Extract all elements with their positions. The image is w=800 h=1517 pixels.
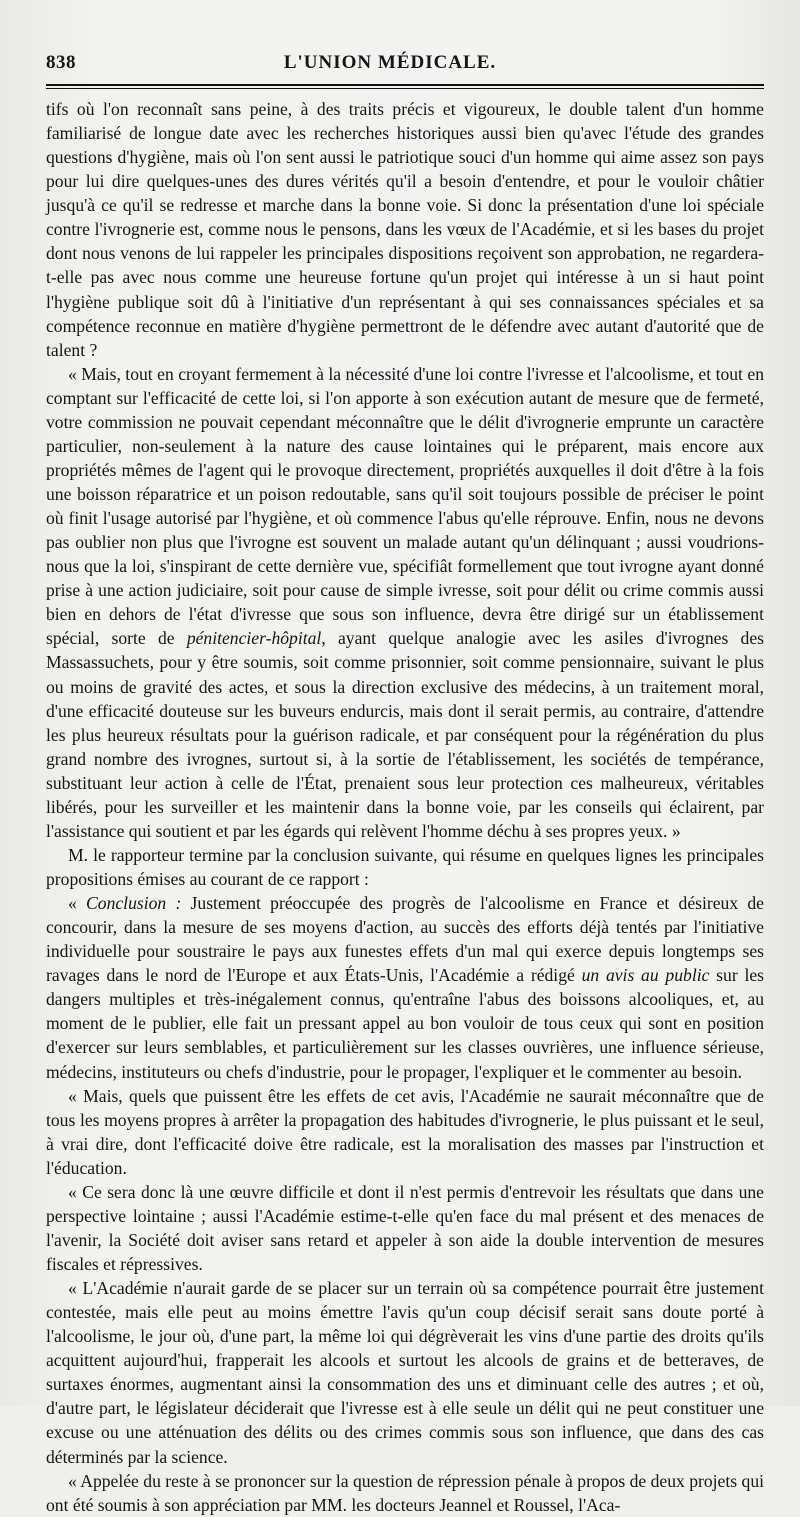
paragraph: [46, 1276, 764, 1469]
header-rule: [46, 84, 764, 89]
italic-text: un avis au public: [581, 965, 710, 986]
paragraph-text: « Mais, tout en croyant fermement à la nécessité d'une loi contre l'ivresse et l'alcoolisme, et tout en comptant sur l'efficacité de cette loi, si l'on apporte à son exécution autant de mesure que de fermeté, votre commission ne pouvait cependant méconnaître que le délit d'ivrognerie emprunte un caractère particulier, non-seulement à la nature des cause lointaines qui le préparent, mais encore aux propriétés mêmes de l'agent qui le provoque directement, propriétés auxquelles il doit d'être à la fois une boisson réparatrice et un poison redoutable, sans qu'il soit toujours possible de préciser le point où finit l'usage autorisé par l'hygiène, et où commence l'abus qu'elle réprouve. Enfin, nous ne devons pas oublier non plus que l'ivrogne est souvent un malade autant qu'un délinquant ; aussi voudrions-nous que la loi, s'inspirant de cette dernière vue, spécifiât formellement que tout ivrogne ayant donné prise à une action judiciaire, soit pour cause de simple ivresse, soit pour délit ou crime commis aussi bien en dehors de l'état d'ivresse que sous son influence, devra être dirigé sur un établissement spécial, sorte de: [46, 363, 764, 649]
paragraph-text: Justement préoccupée des progrès de l'alcoolisme en France et désireux de concourir, dans la mesure de ses moyens d'action, au succès des efforts déjà tentés par l'initiative individuelle pour soustraire le pays aux funestes effets d'un mal qui exerce depuis longtemps ses ravages dans le nord de l'Europe et aux États-Unis, l'Académie a rédigé: [46, 893, 764, 986]
paragraph: [46, 891, 764, 1084]
running-header: [46, 46, 764, 74]
paragraph-text: , ayant quelque analogie avec les asiles d'ivrognes des Massassuchets, pour y être soumis, soit comme prisonnier, soit comme pensionnaire, suivant le plus ou moins de gravité des actes, et sous la direction exclusive des médecins, à un traitement moral, d'une efficacité douteuse sur les buveurs endurcis, mais dont il serait permis, au contraire, d'attendre les plus heureux résultats pour la guérison radicale, et par conséquent pour la régénération du plus grand nombre des ivrognes, surtout si, à la sortie de l'établissement, les sociétés de tempérance, substituant leur action à celle de l'État, prenaient sous leur protection ces malheureux, véritables libérés, pour les surveiller et les maintenir dans la bonne voie, par les conseils qui éclairent, par l'assistance qui soutient et par les égards qui relèvent l'homme déchu à ses propres yeux. »: [46, 628, 764, 841]
paragraph-text: «: [68, 893, 87, 914]
paragraph-text: sur les dangers multiples et très-inégalement connus, qu'entraîne l'abus des boissons alcooliques, et, au moment de le publier, elle fait un pressant appel au bon vouloir de tous ceux qui sont en position d'exercer sur leurs semblables, et particulièrement sur les classes ouvrières, une influence sérieuse, médecins, instituteurs ou chefs d'industrie, pour le propager, l'expliquer et le commenter au besoin.: [46, 965, 764, 1082]
paragraph-text: « L'Académie n'aurait garde de se placer sur un terrain où sa compétence pourrait être justement contestée, mais elle peut au moins émettre l'avis qu'un coup décisif serait sans doute porté à l'alcoolisme, le jour où, d'une part, la même loi qui dégrèverait les vins d'une partie des droits qu'ils acquittent aujourd'hui, frapperait les alcools et surtout les alcools de grains et de betteraves, de surtaxes énormes, augmentant ainsi la consommation des uns et diminuant celle des autres ; et où, d'autre part, le législateur déciderait que l'ivresse est à elle seule un délit qui ne peut constituer une excuse ou une atténuation des délits ou des crimes commis sous son influence, que dans des cas déterminés par la science.: [46, 1278, 764, 1467]
paragraph: [46, 1084, 764, 1180]
paragraph: [46, 97, 764, 362]
paragraph-text: tifs où l'on reconnaît sans peine, à des traits précis et vigoureux, le double talent d'un homme familiarisé de longue date avec les recherches historiques aussi bien qu'avec l'étude des grandes questions d'hygiène, mais où l'on sent aussi le patriotique souci d'un homme qui aime assez son pays pour lui dire quelques-unes des dures vérités qu'il a besoin d'entendre, et pour le vouloir châtier jusqu'à ce qu'il se redresse et marche dans la bonne voie. Si donc la présentation d'une loi spéciale contre l'ivrognerie est, comme nous le pensons, dans les vœux de l'Académie, et si les bases du projet dont nous venons de lui rappeler les principales dispositions reçoivent son approbation, ne regardera-t-elle pas avec nous comme une heureuse fortune qu'un projet qui intéresse à un si haut point l'hygiène publique soit dû à l'initiative d'un représentant à qui ses connaissances spéciales et sa compétence reconnue en matière d'hygiène permettront de le défendre avec autant d'autorité que de talent ?: [46, 99, 764, 360]
page-number: 838: [46, 52, 76, 73]
paragraph: [46, 1469, 764, 1517]
paragraph-text: « Ce sera donc là une œuvre difficile et dont il n'est permis d'entrevoir les résultats que dans une perspective lointaine ; aussi l'Académie estime-t-elle qu'en face du mal présent et des menaces de l'avenir, la Société doit aviser sans retard et appeler à son aide la double intervention de mesures fiscales et répressives.: [46, 1181, 764, 1274]
paragraph-text: « Mais, quels que puissent être les effets de cet avis, l'Académie ne saurait méconnaître que de tous les moyens propres à arrêter la propagation des habitudes d'ivrognerie, le plus puissant et le seul, à vrai dire, dont l'efficacité doive être radicale, est la moralisation des masses par l'instruction et l'éducation.: [46, 1085, 764, 1178]
italic-text: pénitencier-hôpital: [186, 628, 322, 649]
paragraph: [46, 362, 764, 843]
paragraph-text: « Appelée du reste à se prononcer sur la question de répression pénale à propos de deux projets qui ont été soumis à son appréciation par MM. les docteurs Jeannel et Roussel, l'Aca-: [46, 1470, 764, 1515]
italic-text: Conclusion :: [86, 893, 182, 914]
journal-title: L'UNION MÉDICALE.: [283, 52, 497, 73]
paragraph: [46, 1180, 764, 1276]
article-body: [46, 97, 764, 1517]
paragraph-text: M. le rapporteur termine par la conclusion suivante, qui résume en quelques lignes les principales propositions émises au courant de ce rapport :: [46, 844, 764, 889]
paragraph: [46, 843, 764, 891]
